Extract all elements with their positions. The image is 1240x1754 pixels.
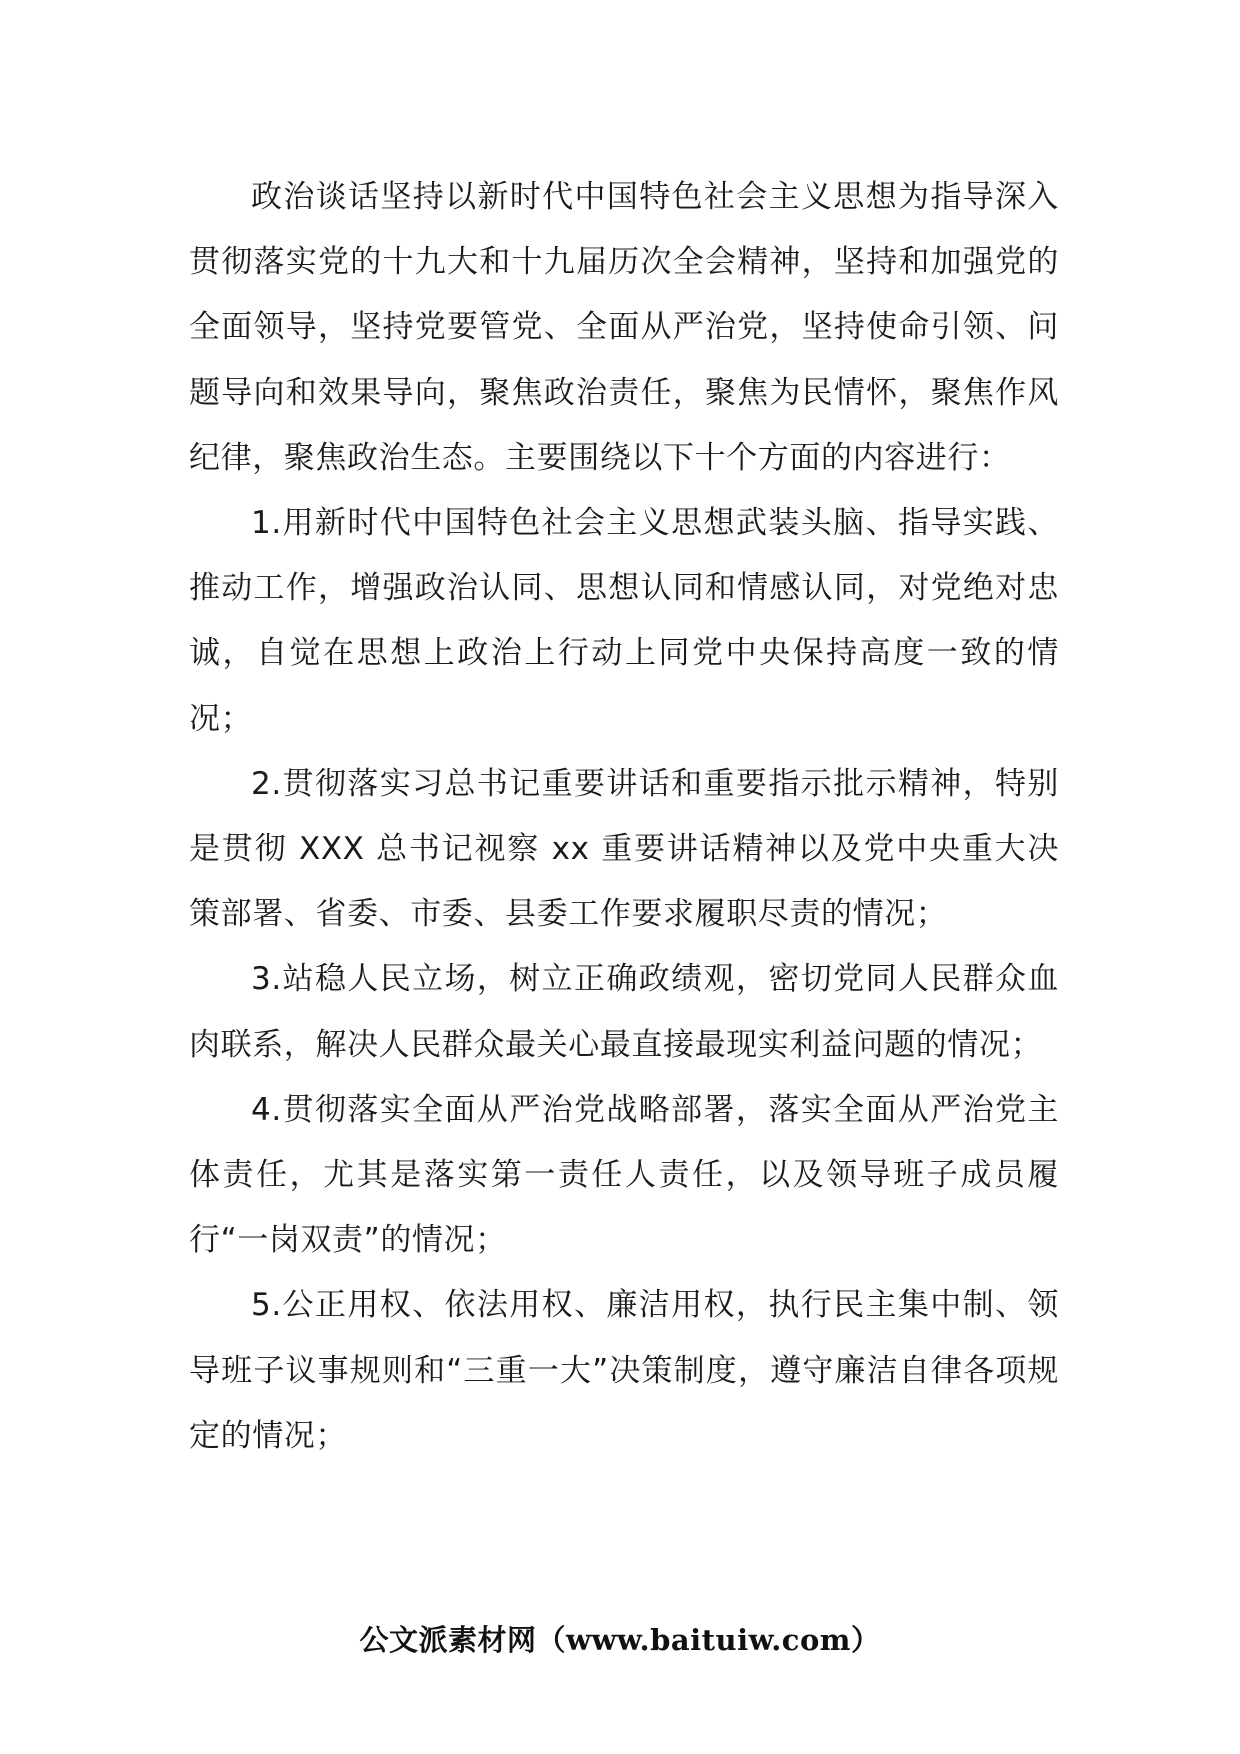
paragraph-intro: 政治谈话坚持以新时代中国特色社会主义思想为指导深入贯彻落实党的十九大和十九届历次全会精神，坚持和加强党的全面领导，坚持党要管党、全面从严治党，坚持使命引领、问题导向和效果导向，聚焦政治责任，聚焦为民情怀，聚焦作风纪律，聚焦政治生态。主要围绕以下十个方面的内容进行： <box>189 179 1059 476</box>
document-body <box>189 165 1059 1469</box>
paragraph-item-2: 2.贯彻落实习总书记重要讲话和重要指示批示精神，特别是贯彻 XXX 总书记视察 xx 重要讲话精神以及党中央重大决策部署、省委、市委、县委工作要求履职尽责的情况； <box>189 765 1059 933</box>
footer-watermark: 公文派素材网（www.baituiw.com） <box>359 1623 881 1657</box>
paragraph-item-5: 5.公正用权、依法用权、廉洁用权，执行民主集中制、领导班子议事规则和“三重一大”决策制度，遵守廉洁自律各项规定的情况； <box>189 1287 1059 1454</box>
paragraph-item-1: 1.用新时代中国特色社会主义思想武装头脑、指导实践、推动工作，增强政治认同、思想认同和情感认同，对党绝对忠诚，自觉在思想上政治上行动上同党中央保持高度一致的情况； <box>189 505 1059 737</box>
paragraph-item-3: 3.站稳人民立场，树立正确政绩观，密切党同人民群众血肉联系，解决人民群众最关心最直接最现实利益问题的情况； <box>189 961 1059 1063</box>
paragraph-item-4: 4.贯彻落实全面从严治党战略部署，落实全面从严治党主体责任，尤其是落实第一责任人责任，以及领导班子成员履行“一岗双责”的情况； <box>189 1091 1059 1259</box>
